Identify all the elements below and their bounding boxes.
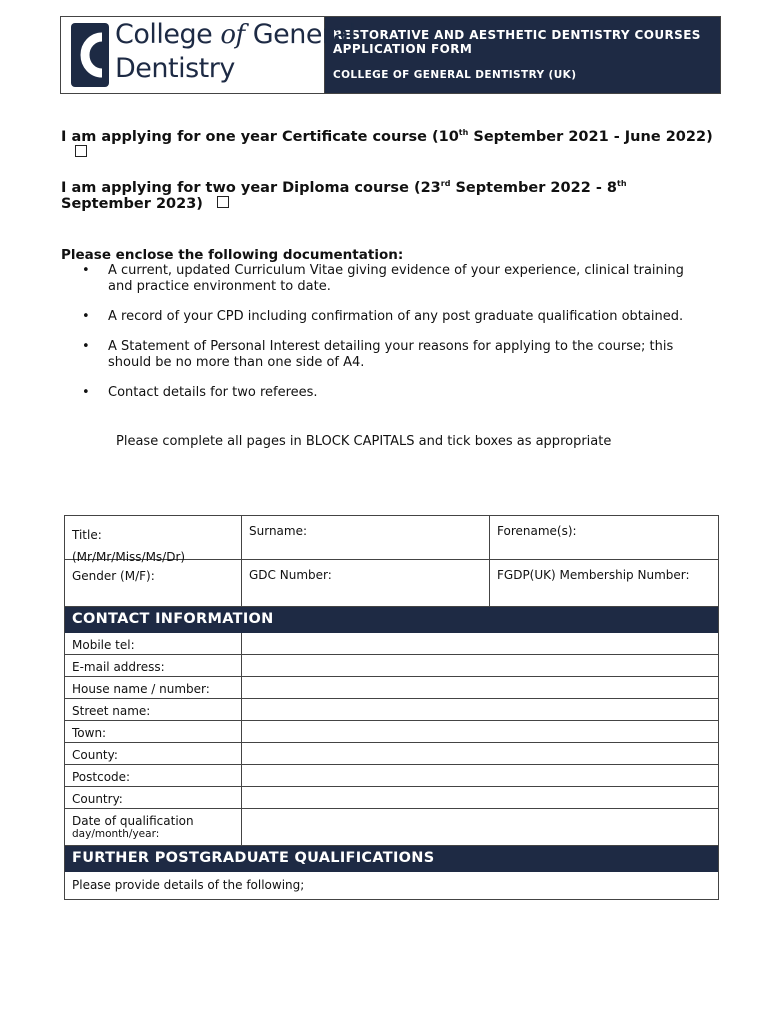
surname-field[interactable]: Surname: — [242, 516, 490, 559]
mobile-input[interactable] — [242, 633, 718, 654]
table-row — [65, 677, 718, 699]
postcode-label: Postcode: — [65, 765, 242, 786]
table-row — [65, 809, 718, 846]
personal-details-form — [64, 515, 719, 900]
form-subtitle: COLLEGE OF GENERAL DENTISTRY (UK) — [333, 69, 577, 81]
table-row — [65, 765, 718, 787]
further-qualifications-prompt: Please provide details of the following; — [72, 878, 305, 892]
postcode-input[interactable] — [242, 765, 718, 786]
list-item: • A record of your CPD including confirmation of any post graduate qualification obtained. — [82, 309, 684, 324]
certificate-course-option: I am applying for one year Certificate course (10th September 2021 - June 2022) — [61, 129, 721, 161]
college-logo-c-icon — [71, 23, 109, 87]
country-label: Country: — [65, 787, 242, 808]
qualification-date-input[interactable] — [242, 809, 718, 845]
street-label: Street name: — [65, 699, 242, 720]
further-qualifications-heading: FURTHER POSTGRADUATE QUALIFICATIONS — [65, 846, 718, 872]
certificate-checkbox[interactable] — [75, 145, 87, 157]
fgdp-membership-field[interactable]: FGDP(UK) Membership Number: — [497, 568, 690, 582]
logo-text-line2: Dentistry — [115, 53, 235, 84]
contact-information-heading: CONTACT INFORMATION — [65, 607, 718, 633]
qualification-date-label: Date of qualification day/month/year: — [65, 809, 242, 845]
list-item: • Contact details for two referees. — [82, 385, 318, 400]
title-field[interactable]: Title: (Mr/Mr/Miss/Ms/Dr) — [65, 516, 242, 559]
forename-field[interactable]: Forename(s): — [497, 524, 577, 538]
table-row — [65, 699, 718, 721]
country-input[interactable] — [242, 787, 718, 808]
street-input[interactable] — [242, 699, 718, 720]
email-label: E-mail address: — [65, 655, 242, 676]
college-logo — [61, 17, 356, 93]
table-row — [65, 633, 718, 655]
table-row — [65, 787, 718, 809]
house-input[interactable] — [242, 677, 718, 698]
form-title: RESTORATIVE AND AESTHETIC DENTISTRY COURSES APPLICATION FORM — [333, 28, 701, 56]
list-item: • A Statement of Personal Interest detailing your reasons for applying to the course; this should be no more than one side of A4. — [82, 339, 674, 370]
email-input[interactable] — [242, 655, 718, 676]
diploma-course-option: I am applying for two year Diploma course (23rd September 2022 - 8th September 2023) — [61, 179, 627, 212]
mobile-label: Mobile tel: — [65, 633, 242, 654]
town-input[interactable] — [242, 721, 718, 742]
county-label: County: — [65, 743, 242, 764]
documentation-list — [80, 263, 710, 415]
form-header — [60, 16, 721, 94]
gender-field[interactable]: Gender (M/F): — [65, 560, 242, 606]
logo-text-line1: College of General — [115, 19, 356, 50]
gdc-number-field[interactable]: GDC Number: — [242, 560, 490, 606]
table-row — [65, 655, 718, 677]
table-row — [65, 743, 718, 765]
town-label: Town: — [65, 721, 242, 742]
completion-note: Please complete all pages in BLOCK CAPITALS and tick boxes as appropriate — [116, 434, 612, 449]
table-row — [65, 560, 718, 607]
house-label: House name / number: — [65, 677, 242, 698]
table-row — [65, 516, 718, 564]
list-item: • A current, updated Curriculum Vitae giving evidence of your experience, clinical training and practice environment to date. — [82, 263, 684, 294]
diploma-checkbox[interactable] — [217, 196, 229, 208]
table-row — [65, 721, 718, 743]
county-input[interactable] — [242, 743, 718, 764]
documentation-heading: Please enclose the following documentation: — [61, 247, 404, 263]
header-title-panel — [325, 17, 720, 93]
